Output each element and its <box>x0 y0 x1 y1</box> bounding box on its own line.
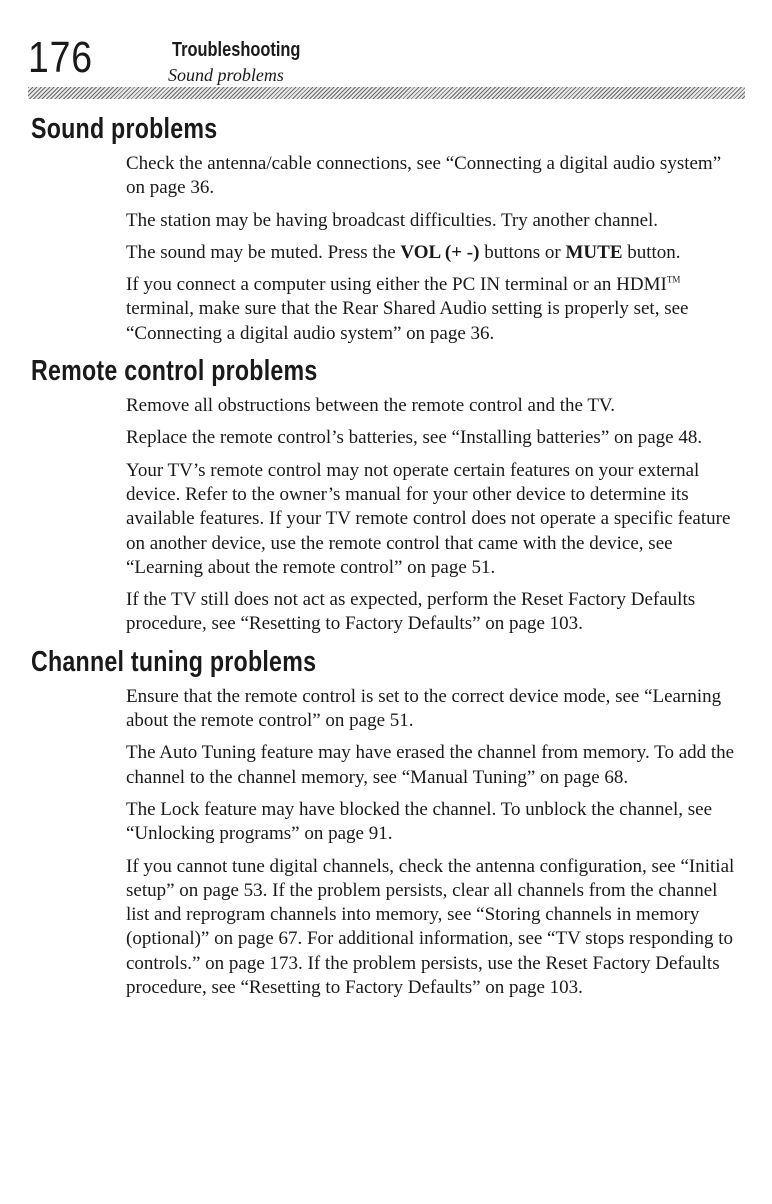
page-body <box>0 112 772 1008</box>
section-heading: Remote control problems <box>31 355 318 388</box>
sound-problems-section <box>0 112 772 346</box>
channel-tuning-problems-section <box>0 645 772 1001</box>
section-heading: Sound problems <box>31 113 218 145</box>
text-run: The sound may be muted. Press the <box>126 241 401 263</box>
text-run: If you connect a computer using either the PC IN terminal or an HDMI <box>126 274 667 296</box>
page-number: 176 <box>28 33 93 82</box>
vol-button-label: VOL (+ -) <box>400 241 480 263</box>
section-subtitle: Sound problems <box>168 65 284 85</box>
paragraph: Check the antenna/cable connections, see “Connecting a digital audio system” on page 36. <box>126 153 722 199</box>
paragraph: Replace the remote control’s batteries, see “Installing batteries” on page 48. <box>126 427 703 449</box>
paragraph: If you cannot tune digital channels, check the antenna configuration, see “Initial setup” on page 53. If the problem persists, clear all channels from the channel list and reprogram channels into memory, see “Storing channels in memory (optional)” on page 67. For additional information, see “TV stops responding to controls.” on page 173. If the problem persists, use the Reset Factory Defaults procedure, see “Resetting to Factory Defaults” on page 103. <box>126 855 735 999</box>
paragraph <box>126 273 736 346</box>
text-run: buttons or <box>479 241 566 263</box>
trademark-mark: TM <box>666 274 681 285</box>
section-heading: Channel tuning problems <box>31 645 317 678</box>
text-run: terminal, make sure that the Rear Shared Audio setting is properly set, see “Connecting a digital audio system” on page 36. <box>126 298 689 344</box>
paragraph <box>126 241 736 265</box>
paragraph: Your TV’s remote control may not operate certain features on your external device. Refer to the owner’s manual for your other device to determine its available features. If your TV remote control does not operate a specific feature on another device, use the remote control that came with the device, see “Learning about the remote control” on page 51. <box>126 459 731 578</box>
header-rule <box>28 87 745 99</box>
text-run: button. <box>622 241 681 263</box>
chapter-title: Troubleshooting <box>172 39 301 61</box>
paragraph: The Auto Tuning feature may have erased the channel from memory. To add the channel to the channel memory, see “Manual Tuning” on page 68. <box>126 742 735 788</box>
remote-control-problems-section <box>0 354 772 637</box>
paragraph: Remove all obstructions between the remote control and the TV. <box>126 395 615 417</box>
paragraph: The Lock feature may have blocked the channel. To unblock the channel, see “Unlocking programs” on page 91. <box>126 798 713 845</box>
paragraph: Ensure that the remote control is set to the correct device mode, see “Learning about the remote control” on page 51. <box>126 685 722 732</box>
paragraph: The station may be having broadcast difficulties. Try another channel. <box>126 209 659 231</box>
mute-button-label: MUTE <box>565 241 623 263</box>
paragraph: If the TV still does not act as expected, perform the Reset Factory Defaults procedure, see “Resetting to Factory Defaults” on page 103. <box>126 589 696 635</box>
